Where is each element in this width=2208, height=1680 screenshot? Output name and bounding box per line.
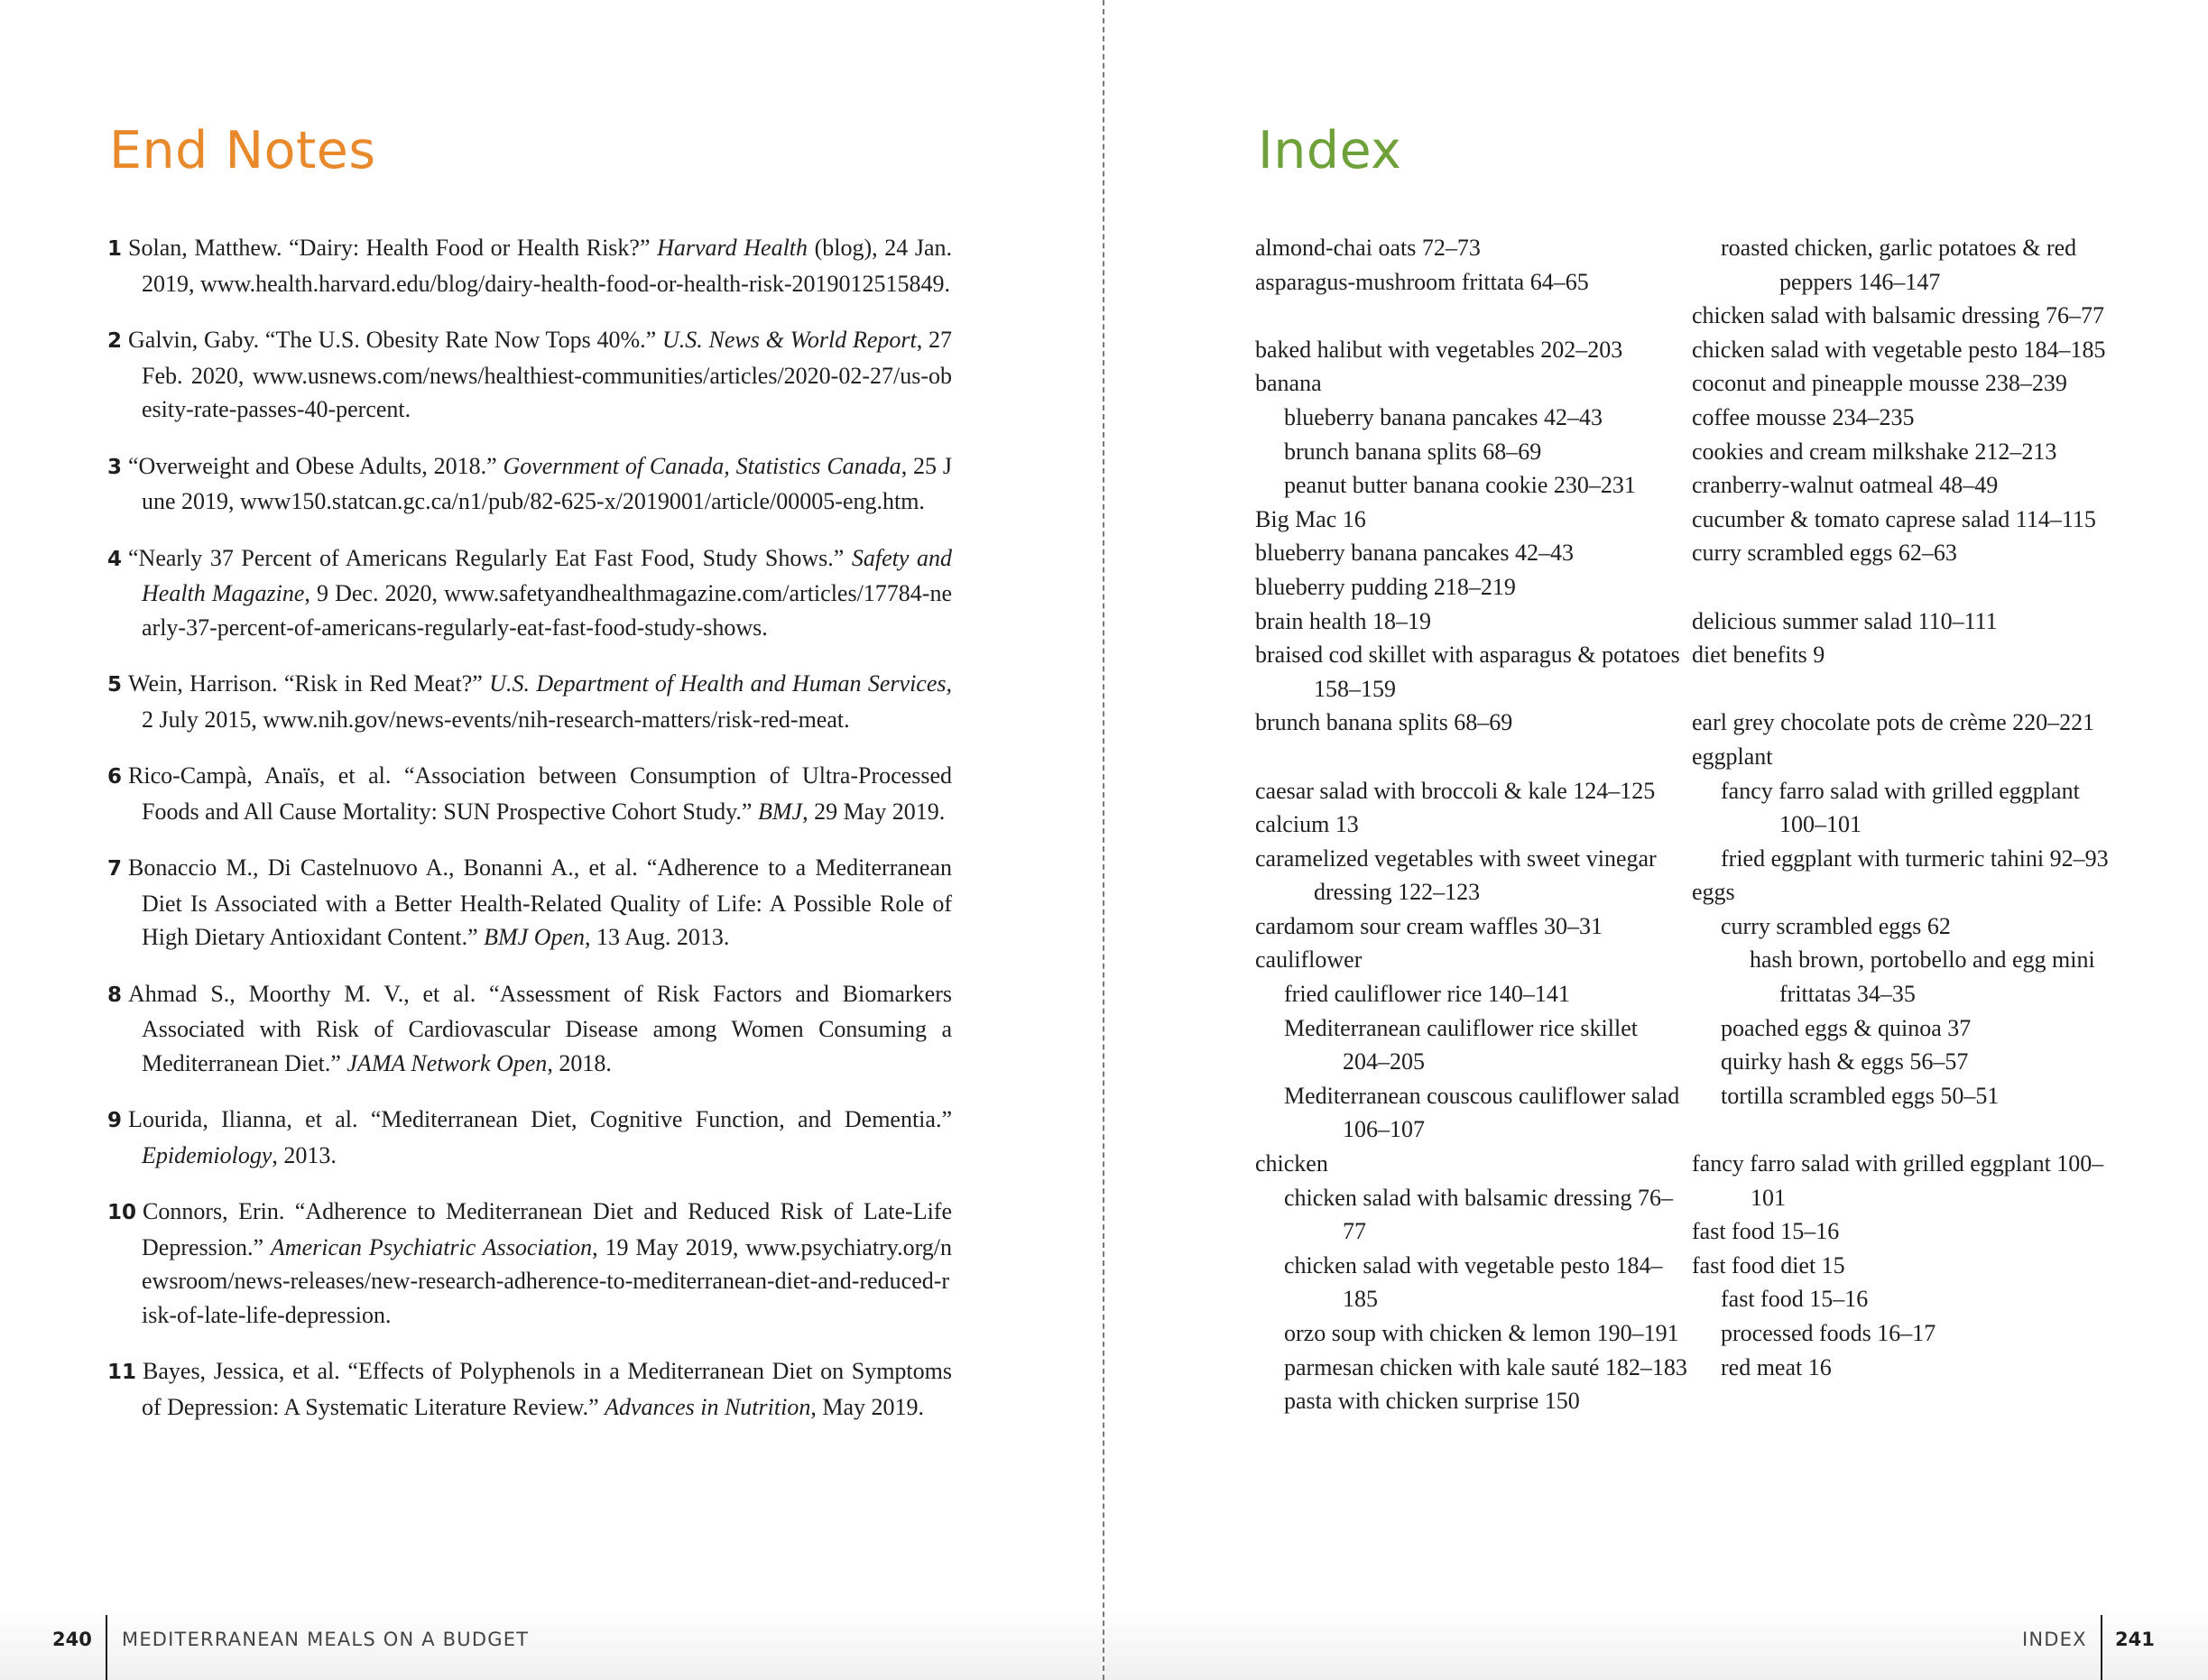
- end-note-source: Safety and Health Magazine: [142, 544, 953, 606]
- end-note-source: U.S. News & World Report: [661, 327, 917, 353]
- end-note-number: 10: [107, 1201, 137, 1224]
- index-entry: braised cod skillet with asparagus & potatoes 158–159: [1255, 642, 1680, 702]
- index-subentry: brunch banana splits 68–69: [1284, 438, 1542, 465]
- end-note: [107, 323, 952, 427]
- end-notes-title: End Notes: [109, 121, 376, 180]
- index-letter-gap: [1692, 1112, 2125, 1147]
- end-note-text: Connors, Erin. “Adherence to Mediterranean Diet and Reduced Risk of Late-Life Depression.”: [142, 1198, 952, 1260]
- page-number: 241: [2115, 1629, 2155, 1650]
- end-note-number: 4: [107, 547, 123, 571]
- index-subentry: Mediterranean couscous cauliflower salad 106–107: [1284, 1082, 1680, 1143]
- index-subentry: peanut butter banana cookie 230–231: [1284, 472, 1636, 499]
- end-note-details: , May 2019.: [810, 1393, 924, 1420]
- end-note-text: Lourida, Ilianna, et al. “Mediterranean Diet, Cognitive Function, and Dementia.”: [128, 1106, 952, 1132]
- index-entry: caesar salad with broccoli & kale 124–125: [1255, 777, 1656, 804]
- end-note-source: Advances in Nutrition: [605, 1393, 811, 1420]
- end-note: [107, 977, 952, 1081]
- end-note-details: , 25 June 2019, www150.statcan.gc.ca/n1/pub/82-625-x/2019001/article/00005-eng.htm.: [142, 452, 952, 514]
- end-note-number: 7: [107, 857, 123, 881]
- end-note-details: , 19 May 2019, www.psychiatry.org/newsroom/news-releases/new-research-adherence-to-mediterranean-diet-and-reduced-risk-of-late-life-depression.: [142, 1233, 953, 1328]
- index-entry: cauliflower: [1255, 946, 1363, 974]
- index-entry: caramelized vegetables with sweet vinegar dressing 122–123: [1255, 845, 1657, 906]
- end-note-text: Bonaccio M., Di Castelnuovo A., Bonanni A., et al. “Adherence to a Mediterranean Diet Is Associated with a Better Health-Related Quality of Life: A Possible Role of High Dietary Antioxidant Content.”: [128, 854, 952, 950]
- index-subentry: processed foods 16–17: [1721, 1320, 1936, 1346]
- index-entry: eggs: [1692, 879, 1735, 906]
- end-note-details: 2 July 2015, www.nih.gov/news-events/nih-research-matters/risk-red-meat.: [142, 706, 850, 733]
- index-subentry: blueberry banana pancakes 42–43: [1284, 403, 1603, 430]
- end-note-source: BMJ: [757, 798, 803, 825]
- right-page: [1104, 0, 2208, 1680]
- index-subentry: roasted chicken, garlic potatoes & red peppers 146–147: [1721, 235, 2077, 295]
- end-note-details: , 27 Feb. 2020, www.usnews.com/news/healthiest-communities/articles/2020-02-27/us-obesity-rate-passes-40-percent.: [142, 327, 953, 422]
- index-entry: baked halibut with vegetables 202–203: [1255, 336, 1623, 363]
- index-letter-gap: [1692, 570, 2125, 605]
- end-note-number: 1: [107, 237, 123, 261]
- end-note-text: Bayes, Jessica, et al. “Effects of Polyphenols in a Mediterranean Diet on Symptoms of Depression: A Systematic Literature Review.”: [142, 1358, 952, 1420]
- index-entry: fast food diet 15: [1692, 1251, 1845, 1278]
- index-subentry: hash brown, portobello and egg mini frittatas 34–35: [1750, 946, 2095, 1008]
- end-note: [107, 231, 952, 300]
- end-note-number: 3: [107, 455, 123, 479]
- end-note-source: Harvard Health: [657, 235, 808, 261]
- end-note-text: Ahmad S., Moorthy M. V., et al. “Assessment of Risk Factors and Biomarkers Associated with Risk of Cardiovascular Disease among Women Consuming a Mediterranean Diet.”: [128, 980, 952, 1076]
- index-entry: chicken salad with balsamic dressing 76–77: [1692, 302, 2105, 329]
- index-entry: coconut and pineapple mousse 238–239: [1692, 370, 2067, 397]
- index-entry: curry scrambled eggs 62–63: [1692, 540, 1957, 567]
- index-subentry: orzo soup with chicken & lemon 190–191: [1284, 1320, 1679, 1346]
- index-column-2: [1692, 231, 2125, 1384]
- index-entry: cookies and cream milkshake 212–213: [1692, 438, 2057, 465]
- end-note: [107, 1354, 952, 1424]
- end-note-number: 8: [107, 983, 123, 1007]
- index-entry: cardamom sour cream waffles 30–31: [1255, 912, 1603, 939]
- index-subentry: fancy farro salad with grilled eggplant 100–101: [1721, 777, 2080, 838]
- end-note-details: (blog), 24 Jan. 2019, www.health.harvard.edu/blog/dairy-health-food-or-health-risk-2019012515849.: [142, 235, 952, 297]
- end-note: [107, 1195, 952, 1332]
- index-entry: cucumber & tomato caprese salad 114–115: [1692, 505, 2096, 532]
- index-subentry: curry scrambled eggs 62: [1721, 912, 1951, 939]
- end-note-source: JAMA Network Open: [346, 1049, 548, 1076]
- index-letter-gap: [1692, 672, 2125, 706]
- index-letter-gap: [1255, 740, 1688, 774]
- end-note-details: , 13 Aug. 2013.: [585, 924, 730, 950]
- index-entry: chicken: [1255, 1150, 1328, 1177]
- folio-divider: [2101, 1615, 2102, 1680]
- end-note: [107, 667, 952, 736]
- index-entry: fancy farro salad with grilled eggplant 100–101: [1692, 1150, 2104, 1211]
- index-entry: cranberry-walnut oatmeal 48–49: [1692, 472, 1999, 499]
- end-note-source: BMJ Open: [484, 924, 586, 950]
- index-subentry: red meat 16: [1721, 1353, 1832, 1380]
- index-subentry: Mediterranean cauliflower rice skillet 204–205: [1284, 1014, 1638, 1075]
- index-entry: blueberry pudding 218–219: [1255, 573, 1516, 600]
- index-letter-gap: [1255, 299, 1688, 333]
- index-subentry: fast food 15–16: [1721, 1286, 1869, 1313]
- end-note-number: 5: [107, 673, 123, 697]
- index-entry: blueberry banana pancakes 42–43: [1255, 540, 1575, 567]
- index-entry: banana: [1255, 370, 1322, 397]
- end-note: [107, 1103, 952, 1172]
- end-note-details: , 2018.: [547, 1049, 612, 1076]
- index-entry: almond-chai oats 72–73: [1255, 235, 1481, 261]
- end-note-source: Epidemiology: [142, 1141, 273, 1168]
- index-subentry: quirky hash & eggs 56–57: [1721, 1048, 1969, 1075]
- index-subentry: chicken salad with balsamic dressing 76–77: [1284, 1184, 1674, 1245]
- index-entry: eggplant: [1692, 743, 1773, 770]
- running-head: INDEX: [2022, 1629, 2087, 1650]
- index-subentry: poached eggs & quinoa 37: [1721, 1014, 1972, 1041]
- end-note: [107, 541, 952, 645]
- end-note-number: 2: [107, 329, 123, 353]
- index-entry: coffee mousse 234–235: [1692, 403, 1915, 430]
- end-note-details: , 9 Dec. 2020, www.safetyandhealthmagazine.com/articles/17784-nearly-37-percent-of-americans-regularly-eat-fast-food-study-shows.: [142, 580, 952, 641]
- end-note-text: “Overweight and Obese Adults, 2018.”: [128, 452, 503, 479]
- index-subentry: pasta with chicken surprise 150: [1284, 1388, 1580, 1415]
- index-entry: diet benefits 9: [1692, 642, 1825, 669]
- index-entry: delicious summer salad 110–111: [1692, 607, 1998, 634]
- index-subentry: parmesan chicken with kale sauté 182–183: [1284, 1353, 1687, 1380]
- index-subentry: tortilla scrambled eggs 50–51: [1721, 1082, 2000, 1109]
- index-column-1: [1255, 231, 1688, 1418]
- end-note-source: American Psychiatric Association: [270, 1233, 593, 1260]
- end-note-text: Galvin, Gaby. “The U.S. Obesity Rate Now Tops 40%.”: [128, 327, 662, 353]
- end-note-details: , 2013.: [272, 1141, 337, 1168]
- index-entry: asparagus-mushroom frittata 64–65: [1255, 268, 1589, 295]
- end-note-source: U.S. Department of Health and Human Services,: [489, 670, 952, 697]
- index-subentry: fried cauliflower rice 140–141: [1284, 981, 1570, 1008]
- end-note-number: 9: [107, 1109, 123, 1132]
- end-note-text: Rico-Campà, Anaïs, et al. “Association between Consumption of Ultra-Processed Foods and All Cause Mortality: SUN Prospective Cohort Study.”: [128, 762, 952, 825]
- running-head: MEDITERRANEAN MEALS ON A BUDGET: [122, 1629, 530, 1650]
- index-entry: brunch banana splits 68–69: [1255, 709, 1513, 736]
- end-note: [107, 759, 952, 828]
- end-note: [107, 449, 952, 519]
- index-entry: Big Mac 16: [1255, 505, 1366, 532]
- end-note-text: “Nearly 37 Percent of Americans Regularly Eat Fast Food, Study Shows.”: [128, 544, 852, 571]
- folio-divider: [106, 1615, 107, 1680]
- end-note-number: 6: [107, 765, 123, 789]
- end-notes-list: [107, 231, 952, 1446]
- index-subentry: fried eggplant with turmeric tahini 92–93: [1721, 845, 2109, 872]
- index-title: Index: [1258, 121, 1402, 180]
- index-entry: chicken salad with vegetable pesto 184–185: [1692, 336, 2106, 363]
- index-subentry: chicken salad with vegetable pesto 184–185: [1284, 1251, 1663, 1313]
- end-note-text: Solan, Matthew. “Dairy: Health Food or Health Risk?”: [128, 235, 658, 261]
- end-note-details: , 29 May 2019.: [802, 798, 946, 825]
- index-entry: brain health 18–19: [1255, 607, 1431, 634]
- page-number: 240: [52, 1629, 92, 1650]
- end-note-text: Wein, Harrison. “Risk in Red Meat?”: [128, 670, 490, 697]
- index-entry: calcium 13: [1255, 811, 1359, 838]
- index-entry: fast food 15–16: [1692, 1218, 1840, 1245]
- end-note: [107, 851, 952, 955]
- end-note-source: Government of Canada, Statistics Canada: [503, 452, 901, 479]
- index-entry: earl grey chocolate pots de crème 220–221: [1692, 709, 2095, 736]
- end-note-number: 11: [107, 1361, 137, 1384]
